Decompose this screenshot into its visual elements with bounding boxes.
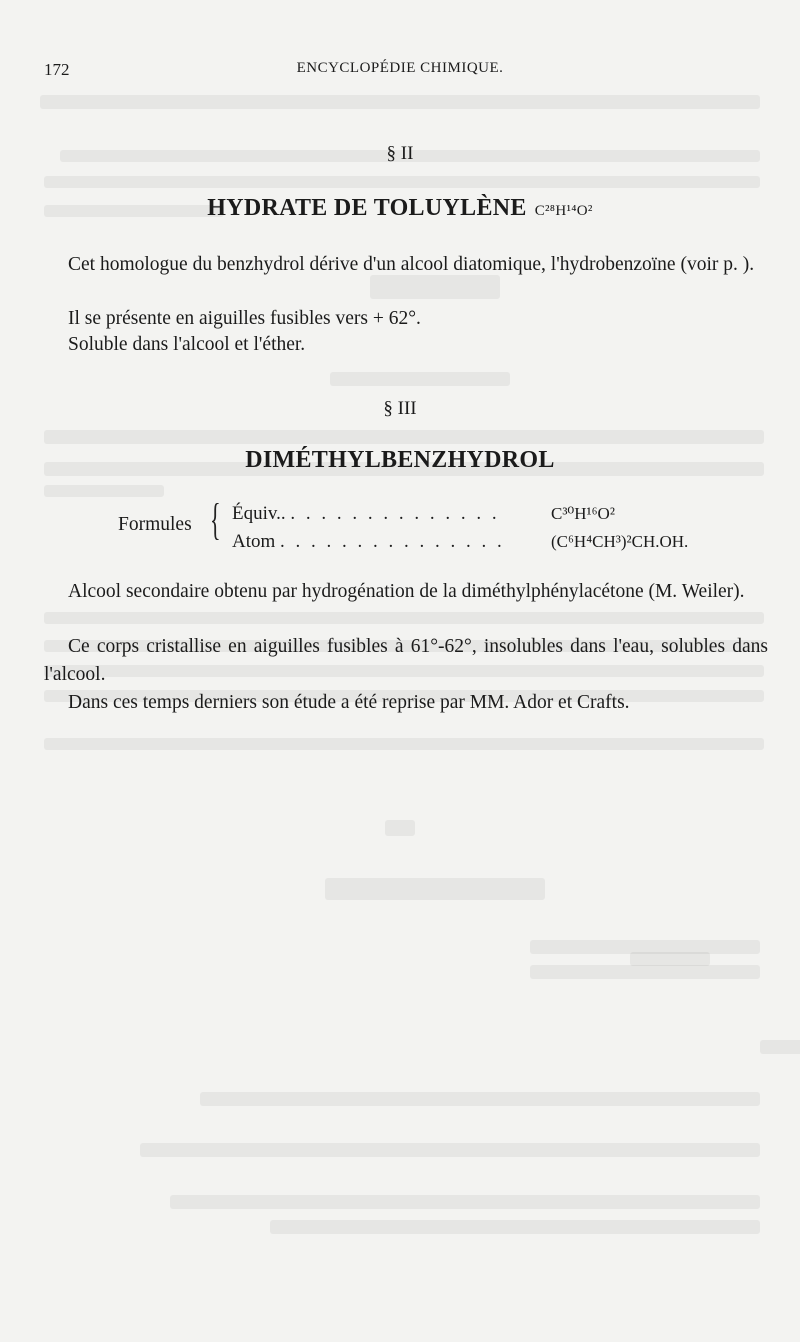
section-3-title: DIMÉTHYLBENZHYDROL: [245, 447, 555, 473]
formula-row-equiv: [232, 503, 500, 525]
section-3-paragraph-2: Ce corps cristallise en aiguilles fusibles à 61°-62°, insolubles dans l'eau, solubles dans l'alcool.: [44, 636, 768, 685]
formula-row-leader: . . . . . . . . . . . . . . .: [280, 531, 505, 552]
formulas-brace: {: [210, 495, 221, 544]
section-2-label: § II: [386, 143, 414, 164]
formula-row-leader: . . . . . . . . . . . . . .: [290, 503, 500, 524]
section-2-paragraph-1: Cet homologue du benzhydrol dérive d'un alcool diatomique, l'hydrobenzoïne (voir p. ).: [68, 254, 755, 275]
formulas-label: Formules: [118, 514, 192, 535]
formula-row-atom: [232, 531, 505, 553]
formula-value-equiv: C³⁰H¹⁶O²: [551, 504, 615, 523]
section-2-formula: C²⁸H¹⁴O²: [534, 203, 593, 219]
section-3-paragraph-3: Dans ces temps derniers son étude a été reprise par MM. Ador et Crafts.: [68, 692, 630, 713]
formula-value-atom: (C⁶H⁴CH³)²CH.OH.: [551, 532, 689, 551]
section-3-paragraph-1: Alcool secondaire obtenu par hydrogénation de la diméthylphénylacétone (M. Weiler).: [68, 581, 745, 602]
section-2-paragraph-2: Il se présente en aiguilles fusibles vers + 62°.: [68, 308, 421, 329]
formula-row-name: Atom: [232, 531, 276, 552]
section-2-title: [0, 195, 800, 222]
formula-row-name: Équiv..: [232, 503, 286, 524]
running-title: ENCYCLOPÉDIE CHIMIQUE.: [296, 60, 504, 76]
section-2-paragraph-3: Soluble dans l'alcool et l'éther.: [68, 334, 306, 355]
section-2-title-text: HYDRATE DE TOLUYLÈNE: [207, 195, 527, 221]
page-number: 172: [44, 60, 70, 79]
section-3-label: § III: [383, 398, 417, 419]
